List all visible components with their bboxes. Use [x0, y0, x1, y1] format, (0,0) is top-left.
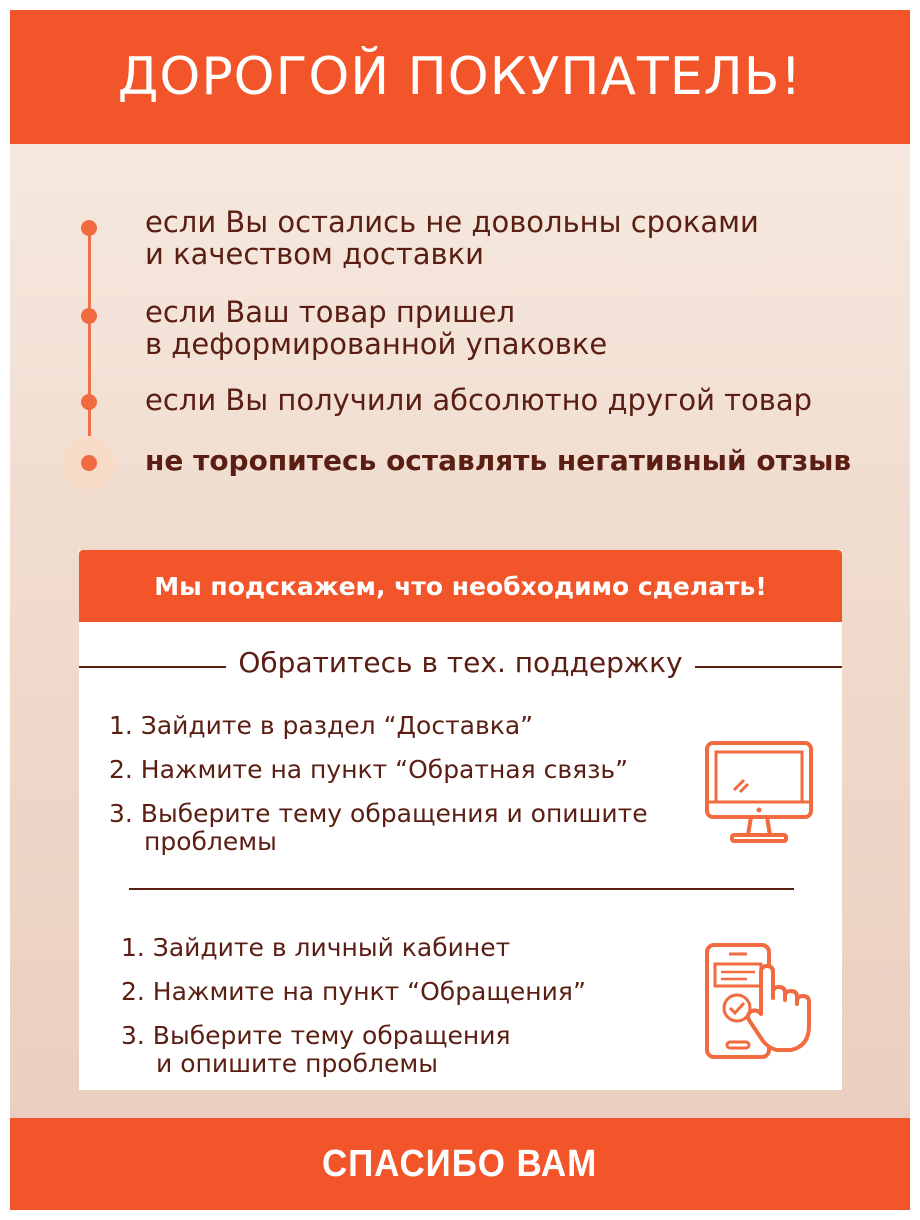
web-step [109, 800, 648, 856]
bullet-line: не торопитесь оставлять негативный отзыв [145, 444, 852, 477]
bullet-line: в деформированной упаковке [145, 327, 608, 361]
card-header-text: Мы подскажем, что необходимо сделать! [154, 571, 767, 601]
instruction-card-page [10, 10, 910, 1210]
step-line: 2. Нажмите на пункт “Обращения” [121, 977, 586, 1006]
step-line: 1. Зайдите в личный кабинет [121, 933, 511, 962]
header-banner [10, 10, 910, 144]
timeline-line [88, 228, 91, 453]
step-line: и опишите проблемы [156, 1049, 438, 1078]
timeline-dot [81, 308, 97, 324]
support-title-text: Обратитесь в тех. поддержку [226, 646, 694, 679]
bullet-line: если Вы получили абсолютно другой товар [145, 383, 813, 417]
support-title-row [79, 646, 842, 686]
step-line: проблемы [144, 827, 277, 856]
section-divider [129, 888, 794, 890]
step-line: 3. Выберите тему обращения [121, 1021, 511, 1050]
smartphone-tap-icon [699, 942, 824, 1062]
bullet-line: если Вы остались не довольны сроками [145, 205, 759, 239]
web-step [109, 756, 628, 784]
bullet-item [145, 296, 607, 360]
app-step [121, 978, 586, 1006]
card-header [79, 550, 842, 622]
help-card [79, 550, 842, 1090]
web-step [109, 712, 533, 740]
bullet-item-emphasis [145, 445, 851, 477]
footer-text: СПАСИБО ВАМ [322, 1142, 598, 1185]
app-step [121, 934, 510, 962]
step-line: 1. Зайдите в раздел “Доставка” [109, 711, 534, 740]
step-line: 2. Нажмите на пункт “Обратная связь” [109, 755, 629, 784]
header-title: ДОРОГОЙ ПОКУПАТЕЛЬ! [117, 47, 803, 107]
bullet-item [145, 384, 812, 416]
timeline-dot-active [81, 455, 97, 471]
support-title [79, 646, 842, 679]
bullet-item [145, 206, 759, 270]
footer-banner [10, 1118, 910, 1210]
bullet-line: и качеством доставки [145, 237, 484, 271]
timeline-dot [81, 220, 97, 236]
timeline-dot [81, 394, 97, 410]
desktop-monitor-icon [704, 740, 814, 845]
app-step [121, 1022, 511, 1078]
bullet-line: если Ваш товар пришел [145, 295, 516, 329]
step-line: 3. Выберите тему обращения и опишите [109, 799, 648, 828]
